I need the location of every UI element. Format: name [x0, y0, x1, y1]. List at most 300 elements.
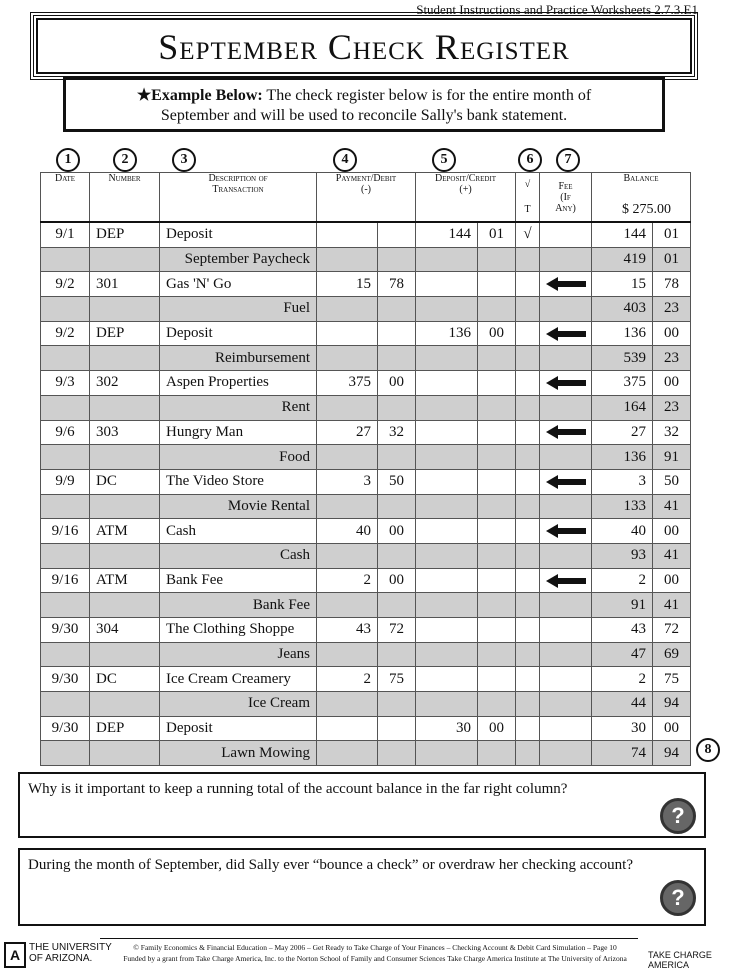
payment-cents-cell	[378, 716, 416, 741]
table-row	[41, 519, 691, 544]
table-header-row	[41, 173, 691, 223]
number-cell: DEP	[90, 716, 160, 741]
deposit-dollars-cell	[416, 568, 478, 593]
table-subrow	[41, 494, 691, 519]
balance-dollars-cell: 144	[592, 222, 653, 247]
check-cell	[516, 618, 540, 643]
empty-cell	[317, 593, 378, 618]
running-balance-cents-cell: 41	[653, 494, 691, 519]
running-balance-dollars-cell: 44	[592, 692, 653, 717]
table-subrow	[41, 741, 691, 766]
running-balance-cents-cell: 94	[653, 692, 691, 717]
header-reference: Student Instructions and Practice Worksheets 2.7.3.E1	[416, 2, 698, 17]
date-cell	[41, 543, 90, 568]
table-row	[41, 321, 691, 346]
table-row	[41, 420, 691, 445]
number-cell: DEP	[90, 222, 160, 247]
deposit-dollars-cell	[416, 272, 478, 297]
date-cell	[41, 741, 90, 766]
empty-cell	[416, 642, 478, 667]
marker-8: 8	[696, 738, 720, 762]
number-cell: DC	[90, 469, 160, 494]
deposit-cents-cell	[478, 371, 516, 396]
fee-cell	[540, 568, 592, 593]
running-balance-cents-cell: 69	[653, 642, 691, 667]
table-subrow	[41, 593, 691, 618]
check-cell: √	[516, 222, 540, 247]
check-cell	[516, 519, 540, 544]
col-number: Number	[90, 173, 160, 223]
fee-cell	[540, 420, 592, 445]
take-charge-logo: TAKE CHARGE AMERICA	[648, 950, 712, 970]
university-name-1: THE UNIVERSITY	[29, 942, 112, 953]
marker-4: 4	[333, 148, 357, 172]
fee-cell	[540, 618, 592, 643]
empty-cell	[317, 395, 378, 420]
number-cell: 303	[90, 420, 160, 445]
balance-dollars-cell: 2	[592, 568, 653, 593]
check-cell	[516, 371, 540, 396]
empty-cell	[416, 247, 478, 272]
description-note-cell: Movie Rental	[160, 494, 317, 519]
empty-cell	[378, 494, 416, 519]
date-cell: 9/30	[41, 716, 90, 741]
description-note-cell: Lawn Mowing	[160, 741, 317, 766]
payment-dollars-cell: 3	[317, 469, 378, 494]
description-cell: Deposit	[160, 222, 317, 247]
balance-cents-cell: 32	[653, 420, 691, 445]
col-deposit-label: Deposit/Credit	[435, 173, 497, 184]
balance-dollars-cell: 136	[592, 321, 653, 346]
empty-cell	[516, 346, 540, 371]
table-row	[41, 716, 691, 741]
payment-dollars-cell: 15	[317, 272, 378, 297]
date-cell: 9/9	[41, 469, 90, 494]
left-arrow-icon	[546, 525, 586, 537]
col-payment-label: Payment/Debit	[335, 173, 397, 184]
check-cell	[516, 469, 540, 494]
payment-cents-cell: 32	[378, 420, 416, 445]
marker-1: 1	[56, 148, 80, 172]
table-subrow	[41, 543, 691, 568]
empty-cell	[478, 543, 516, 568]
date-cell: 9/16	[41, 519, 90, 544]
empty-cell	[516, 741, 540, 766]
fee-cell	[540, 321, 592, 346]
empty-cell	[516, 642, 540, 667]
balance-cents-cell: 00	[653, 371, 691, 396]
balance-cents-cell: 00	[653, 716, 691, 741]
empty-cell	[378, 297, 416, 322]
empty-cell	[540, 297, 592, 322]
payment-cents-cell: 00	[378, 371, 416, 396]
date-cell: 9/2	[41, 321, 90, 346]
empty-cell	[478, 247, 516, 272]
description-cell: Deposit	[160, 321, 317, 346]
check-register-table	[40, 172, 691, 766]
number-cell: 301	[90, 272, 160, 297]
col-deposit-sign: (+)	[459, 184, 472, 195]
description-cell: Ice Cream Creamery	[160, 667, 317, 692]
empty-cell	[478, 741, 516, 766]
left-arrow-icon	[546, 426, 586, 438]
number-cell	[90, 494, 160, 519]
payment-dollars-cell: 2	[317, 667, 378, 692]
deposit-dollars-cell: 30	[416, 716, 478, 741]
table-row	[41, 469, 691, 494]
running-balance-cents-cell: 41	[653, 593, 691, 618]
running-balance-cents-cell: 01	[653, 247, 691, 272]
left-arrow-icon	[546, 476, 586, 488]
payment-dollars-cell	[317, 321, 378, 346]
table-subrow	[41, 692, 691, 717]
left-arrow-icon	[546, 278, 586, 290]
balance-dollars-cell: 30	[592, 716, 653, 741]
payment-cents-cell	[378, 321, 416, 346]
empty-cell	[516, 692, 540, 717]
marker-7: 7	[556, 148, 580, 172]
number-cell	[90, 543, 160, 568]
deposit-cents-cell	[478, 519, 516, 544]
empty-cell	[378, 593, 416, 618]
payment-cents-cell	[378, 222, 416, 247]
col-date: Date	[41, 173, 90, 223]
number-cell	[90, 247, 160, 272]
empty-cell	[378, 642, 416, 667]
empty-cell	[317, 642, 378, 667]
number-cell	[90, 445, 160, 470]
payment-dollars-cell: 2	[317, 568, 378, 593]
check-cell	[516, 667, 540, 692]
col-check	[516, 173, 540, 223]
empty-cell	[540, 445, 592, 470]
table-row	[41, 371, 691, 396]
deposit-cents-cell	[478, 469, 516, 494]
date-cell	[41, 297, 90, 322]
balance-cents-cell: 00	[653, 568, 691, 593]
empty-cell	[317, 692, 378, 717]
table-row	[41, 568, 691, 593]
balance-cents-cell: 72	[653, 618, 691, 643]
check-cell	[516, 568, 540, 593]
empty-cell	[516, 494, 540, 519]
deposit-cents-cell: 00	[478, 321, 516, 346]
balance-dollars-cell: 27	[592, 420, 653, 445]
left-arrow-icon	[546, 575, 586, 587]
running-balance-dollars-cell: 93	[592, 543, 653, 568]
balance-cents-cell: 50	[653, 469, 691, 494]
number-cell	[90, 692, 160, 717]
date-cell: 9/16	[41, 568, 90, 593]
empty-cell	[540, 642, 592, 667]
description-note-cell: Food	[160, 445, 317, 470]
balance-cents-cell: 78	[653, 272, 691, 297]
empty-cell	[416, 692, 478, 717]
title-box	[36, 18, 692, 74]
payment-cents-cell: 78	[378, 272, 416, 297]
number-cell: DC	[90, 667, 160, 692]
table-subrow	[41, 395, 691, 420]
deposit-dollars-cell	[416, 371, 478, 396]
empty-cell	[516, 395, 540, 420]
empty-cell	[378, 741, 416, 766]
empty-cell	[478, 445, 516, 470]
deposit-dollars-cell: 144	[416, 222, 478, 247]
empty-cell	[416, 346, 478, 371]
payment-cents-cell: 75	[378, 667, 416, 692]
balance-cents-cell: 01	[653, 222, 691, 247]
payment-cents-cell: 00	[378, 568, 416, 593]
example-note	[63, 77, 665, 132]
number-cell	[90, 297, 160, 322]
description-note-cell: Ice Cream	[160, 692, 317, 717]
check-cell	[516, 272, 540, 297]
fee-cell	[540, 371, 592, 396]
university-name-2: OF ARIZONA.	[29, 953, 93, 964]
empty-cell	[317, 494, 378, 519]
marker-2: 2	[113, 148, 137, 172]
left-arrow-icon	[546, 328, 586, 340]
page-title: September Check Register	[158, 27, 570, 67]
starting-balance: $ 275.00	[622, 202, 671, 217]
fee-cell	[540, 667, 592, 692]
date-cell	[41, 395, 90, 420]
deposit-cents-cell	[478, 568, 516, 593]
number-cell	[90, 642, 160, 667]
date-cell: 9/30	[41, 618, 90, 643]
check-cell	[516, 420, 540, 445]
empty-cell	[416, 445, 478, 470]
empty-cell	[416, 543, 478, 568]
empty-cell	[317, 247, 378, 272]
balance-dollars-cell: 43	[592, 618, 653, 643]
running-balance-cents-cell: 23	[653, 346, 691, 371]
empty-cell	[317, 297, 378, 322]
fee-cell	[540, 716, 592, 741]
empty-cell	[516, 543, 540, 568]
balance-dollars-cell: 375	[592, 371, 653, 396]
description-cell: The Clothing Shoppe	[160, 618, 317, 643]
running-balance-dollars-cell: 136	[592, 445, 653, 470]
table-subrow	[41, 247, 691, 272]
empty-cell	[540, 494, 592, 519]
payment-dollars-cell: 375	[317, 371, 378, 396]
question-mark-icon: ?	[660, 798, 696, 834]
description-note-cell: Fuel	[160, 297, 317, 322]
description-note-cell: Jeans	[160, 642, 317, 667]
empty-cell	[516, 297, 540, 322]
empty-cell	[516, 445, 540, 470]
number-cell	[90, 395, 160, 420]
date-cell: 9/1	[41, 222, 90, 247]
question-1-text: Why is it important to keep a running total of the account balance in the far right column?	[28, 781, 568, 797]
deposit-dollars-cell	[416, 469, 478, 494]
date-cell	[41, 445, 90, 470]
empty-cell	[378, 692, 416, 717]
balance-cents-cell: 00	[653, 321, 691, 346]
empty-cell	[317, 543, 378, 568]
running-balance-cents-cell: 23	[653, 297, 691, 322]
col-description: Description of Transaction	[160, 173, 317, 223]
example-text-2: September and will be used to reconcile Sally's bank statement.	[160, 107, 568, 124]
balance-cents-cell: 00	[653, 519, 691, 544]
description-note-cell: Reimbursement	[160, 346, 317, 371]
table-row	[41, 222, 691, 247]
example-text-1: The check register below is for the entire month of	[262, 87, 592, 104]
empty-cell	[378, 395, 416, 420]
date-cell	[41, 494, 90, 519]
empty-cell	[516, 593, 540, 618]
date-cell	[41, 247, 90, 272]
empty-cell	[416, 593, 478, 618]
marker-5: 5	[432, 148, 456, 172]
empty-cell	[540, 395, 592, 420]
fee-cell	[540, 469, 592, 494]
table-row	[41, 272, 691, 297]
empty-cell	[478, 346, 516, 371]
description-cell: Gas 'N' Go	[160, 272, 317, 297]
payment-cents-cell: 72	[378, 618, 416, 643]
number-cell	[90, 346, 160, 371]
description-note-cell: September Paycheck	[160, 247, 317, 272]
payment-dollars-cell: 43	[317, 618, 378, 643]
number-cell: DEP	[90, 321, 160, 346]
date-cell: 9/30	[41, 667, 90, 692]
empty-cell	[416, 494, 478, 519]
running-balance-dollars-cell: 91	[592, 593, 653, 618]
running-balance-dollars-cell: 74	[592, 741, 653, 766]
deposit-dollars-cell	[416, 618, 478, 643]
empty-cell	[540, 741, 592, 766]
col-deposit	[416, 173, 516, 223]
empty-cell	[478, 593, 516, 618]
fee-cell	[540, 272, 592, 297]
date-cell: 9/6	[41, 420, 90, 445]
description-cell: Aspen Properties	[160, 371, 317, 396]
empty-cell	[317, 346, 378, 371]
table-subrow	[41, 642, 691, 667]
deposit-cents-cell	[478, 272, 516, 297]
running-balance-dollars-cell: 47	[592, 642, 653, 667]
balance-dollars-cell: 3	[592, 469, 653, 494]
deposit-cents-cell: 01	[478, 222, 516, 247]
col-fee: Fee (If Any)	[540, 173, 592, 223]
running-balance-dollars-cell: 164	[592, 395, 653, 420]
marker-3: 3	[172, 148, 196, 172]
empty-cell	[416, 297, 478, 322]
description-note-cell: Bank Fee	[160, 593, 317, 618]
university-a-icon: A	[4, 942, 26, 968]
col-payment	[317, 173, 416, 223]
date-cell	[41, 346, 90, 371]
balance-dollars-cell: 2	[592, 667, 653, 692]
description-cell: Hungry Man	[160, 420, 317, 445]
empty-cell	[540, 593, 592, 618]
footer-divider	[100, 938, 638, 939]
table-subrow	[41, 346, 691, 371]
description-cell: Bank Fee	[160, 568, 317, 593]
number-cell	[90, 593, 160, 618]
empty-cell	[378, 346, 416, 371]
empty-cell	[478, 297, 516, 322]
description-note-cell: Cash	[160, 543, 317, 568]
question-1-box	[18, 772, 706, 838]
empty-cell	[416, 395, 478, 420]
empty-cell	[540, 346, 592, 371]
deposit-dollars-cell	[416, 519, 478, 544]
empty-cell	[317, 445, 378, 470]
empty-cell	[378, 247, 416, 272]
running-balance-dollars-cell: 419	[592, 247, 653, 272]
empty-cell	[478, 642, 516, 667]
deposit-cents-cell	[478, 420, 516, 445]
balance-dollars-cell: 40	[592, 519, 653, 544]
running-balance-cents-cell: 41	[653, 543, 691, 568]
left-arrow-icon	[546, 377, 586, 389]
description-cell: The Video Store	[160, 469, 317, 494]
payment-dollars-cell	[317, 222, 378, 247]
check-cell	[516, 321, 540, 346]
fee-cell	[540, 519, 592, 544]
empty-cell	[317, 741, 378, 766]
number-cell	[90, 741, 160, 766]
date-cell: 9/2	[41, 272, 90, 297]
running-balance-dollars-cell: 133	[592, 494, 653, 519]
date-cell	[41, 692, 90, 717]
running-balance-dollars-cell: 403	[592, 297, 653, 322]
number-cell: 304	[90, 618, 160, 643]
deposit-cents-cell	[478, 618, 516, 643]
payment-cents-cell: 00	[378, 519, 416, 544]
running-balance-dollars-cell: 539	[592, 346, 653, 371]
empty-cell	[378, 445, 416, 470]
empty-cell	[378, 543, 416, 568]
balance-dollars-cell: 15	[592, 272, 653, 297]
description-cell: Cash	[160, 519, 317, 544]
example-lead: ★Example Below:	[136, 87, 263, 104]
payment-dollars-cell: 27	[317, 420, 378, 445]
empty-cell	[540, 543, 592, 568]
date-cell: 9/3	[41, 371, 90, 396]
empty-cell	[478, 494, 516, 519]
footer-line-2: Funded by a grant from Take Charge America, Inc. to the Norton School of Family and Consumer Sciences Take Charge America Institute at The University of Arizona	[123, 954, 627, 963]
running-balance-cents-cell: 94	[653, 741, 691, 766]
col-check-mark: √	[524, 179, 531, 190]
question-2-text: During the month of September, did Sally ever “bounce a check” or overdraw her checking account?	[28, 857, 633, 873]
table-subrow	[41, 445, 691, 470]
fee-cell	[540, 222, 592, 247]
number-cell: ATM	[90, 519, 160, 544]
col-check-t: T	[524, 204, 531, 215]
empty-cell	[516, 247, 540, 272]
col-payment-sign: (-)	[361, 184, 371, 195]
date-cell	[41, 593, 90, 618]
deposit-dollars-cell: 136	[416, 321, 478, 346]
footer-line-1: © Family Economics & Financial Education – May 2006 – Get Ready to Take Charge of Your Finances – Checking Account & Debit Card Simulation – Page 10	[133, 943, 617, 952]
empty-cell	[478, 692, 516, 717]
running-balance-cents-cell: 23	[653, 395, 691, 420]
empty-cell	[416, 741, 478, 766]
col-balance: Balance	[592, 173, 691, 223]
running-balance-cents-cell: 91	[653, 445, 691, 470]
number-cell: ATM	[90, 568, 160, 593]
description-cell: Deposit	[160, 716, 317, 741]
description-note-cell: Rent	[160, 395, 317, 420]
question-mark-icon: ?	[660, 880, 696, 916]
deposit-dollars-cell	[416, 667, 478, 692]
question-2-box	[18, 848, 706, 926]
payment-cents-cell: 50	[378, 469, 416, 494]
